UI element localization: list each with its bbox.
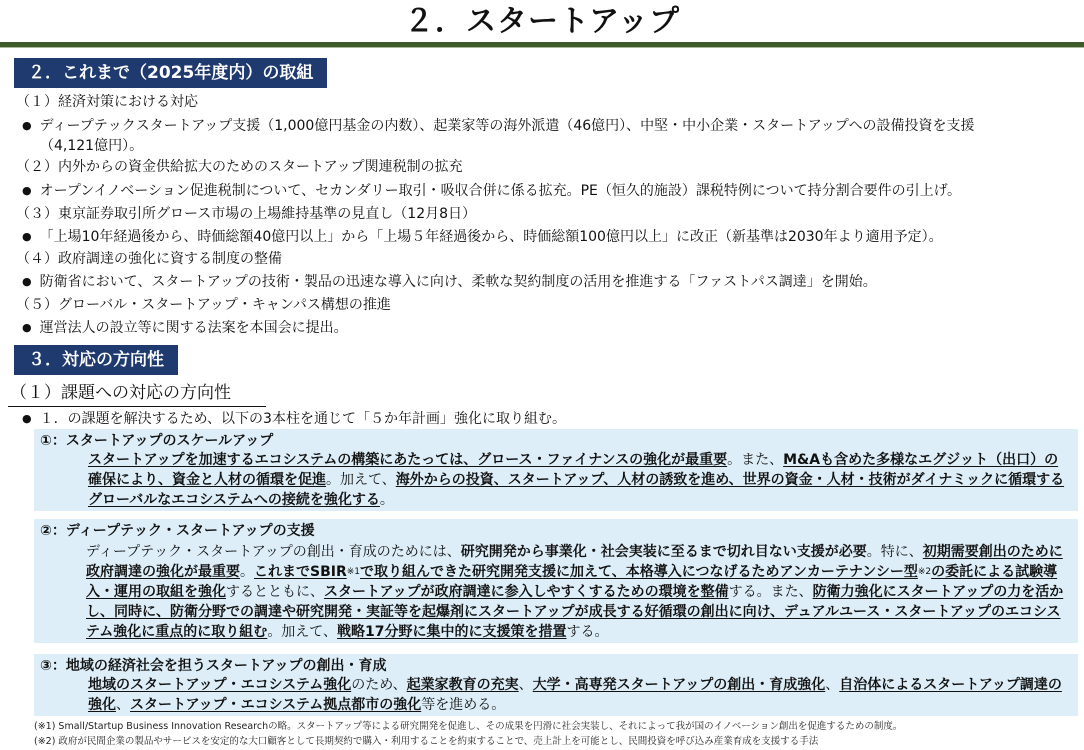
footnote-2: (※2) 政府が民間企業の製品やサービスを安定的な大口顧客として長期契約で購入・利用することを約束することで、売上計上を可能とし、民間投資を呼び込み産業育成を支援する手法	[34, 736, 819, 747]
text-segment: 。加えて、	[326, 472, 396, 488]
pillar-2-box	[34, 519, 1078, 643]
item-5-bullet: ● 運営法人の設立等に関する法案を本国会に提出。	[22, 319, 348, 338]
item-4-heading: （４）政府調達の強化に資する制度の整備	[16, 251, 282, 267]
text-segment: 海外からの投資、スタートアップ、人材の誘致を進め、世界の資金・人材・技術がダイナミックに循環するグローバルなエコシステムへの接続を強化する	[88, 472, 1065, 508]
text-segment: ディープテック・スタートアップの創出・育成のためには、	[86, 544, 461, 560]
text-segment: のため、	[351, 677, 407, 693]
pillar-3-title: ③：地域の経済社会を担うスタートアップの創出・育成	[40, 658, 387, 674]
text-segment: これまでSBIR	[254, 564, 347, 580]
text-segment: 起業家教育の充実	[406, 677, 519, 693]
text-segment: ※1	[346, 567, 361, 577]
text-segment: スタートアップ・エコシステム拠点都市の強化	[130, 697, 422, 713]
item-1-bullet-cont: （4,121億円）。	[40, 138, 144, 154]
text-segment: スタートアップを加速するエコシステムの構築にあたっては、グロース・ファイナンスの強化が最重要	[88, 452, 728, 468]
item-3-heading: （３）東京証券取引所グロース市場の上場維持基準の見直し（12月8日）	[16, 206, 477, 222]
text-segment: するとともに、	[226, 584, 324, 600]
text-segment: 。	[379, 492, 394, 508]
item-4-bullet: ● 防衛省において、スタートアップの技術・製品の迅速な導入に向け、柔軟な契約制度の活用を推進する「ファストパス調達」を開始。	[22, 273, 877, 292]
text-segment: 、	[825, 677, 840, 693]
text-segment: 防衛力強化にスタートアップの力を活かし、同時に、防衛分野での調達や研究開発・実証等を起爆剤にスタートアップが成長する好循環の創出に向け、デュアルユース・スタートアップのエコシステム強化に重点的に取り組む	[86, 584, 1064, 640]
pillar-3-box	[34, 654, 1078, 716]
page-title: ２．スタートアップ	[404, 4, 680, 39]
section-2-heading: ２．これまで（2025年度内）の取組	[14, 58, 327, 88]
text-segment: ※2	[917, 567, 932, 577]
text-segment: 。	[240, 564, 254, 580]
subheading-underline	[8, 406, 266, 407]
pillar-3-text	[88, 675, 1072, 715]
footnote-1: (※1) Small/Startup Business Innovation Researchの略。スタートアップ等による研究開発を促進し、その成果を円滑に社会実装し、それによって我が国のイノベーション創出を促進するための制度。	[34, 721, 903, 732]
text-segment: 等を進める。	[421, 697, 506, 713]
text-segment: 戦略17分野に集中的に支援策を措置	[337, 624, 567, 640]
item-2-heading: （２）内外からの資金供給拡大のためのスタートアップ関連税制の拡充	[16, 159, 463, 175]
text-segment: 。加えて、	[267, 624, 338, 640]
text-segment: スタートアップが政府調達に参入しやすくするための環境を整備	[324, 584, 729, 600]
text-segment: 、	[518, 677, 533, 693]
section-3-intro: ● １．の課題を解決するため、以下の3本柱を通じて「５か年計画」強化に取り組む。	[22, 410, 566, 429]
title-divider	[0, 42, 1084, 48]
text-segment: 初期需要創出のために政府調達の強化が最重要	[86, 544, 1063, 580]
pillar-1-text	[88, 450, 1072, 510]
text-segment: 。また、	[727, 452, 784, 468]
item-1-heading: （１）経済対策における対応	[16, 94, 198, 110]
text-segment: 地域のスタートアップ・エコシステム強化	[88, 677, 352, 693]
text-segment: 大学・高専発スタートアップの創出・育成強化	[532, 677, 826, 693]
section-3-subheading: （１）課題への対応の方向性	[10, 383, 231, 403]
text-segment: 。特に、	[866, 544, 923, 560]
item-3-bullet: ● 「上場10年経過後から、時価総額40億円以上」から「上場５年経過後から、時価総額100億円以上」に改正（新基準は2030年より適用予定）。	[22, 228, 943, 247]
text-segment: する。また、	[728, 584, 813, 600]
item-2-bullet: ● オープンイノベーション促進税制について、セカンダリー取引・吸収合併に係る拡充。PE（恒久的施設）課税特例について持分割合要件の引上げ。	[22, 182, 961, 201]
text-segment: M&Aも含めた多様なエグジット（出口）の確保により、資金と人材の循環を促進	[88, 452, 1059, 488]
item-1-bullet: ● ディープテックスタートアップ支援（1,000億円基金の内数）、起業家等の海外派遣（46億円）、中堅・中小企業・スタートアップへの設備投資を支援	[22, 117, 974, 136]
pillar-1-box	[34, 429, 1078, 511]
text-segment: する。	[566, 624, 609, 640]
pillar-1-title: ①：スタートアップのスケールアップ	[40, 433, 274, 449]
pillar-2-title: ②：ディープテック・スタートアップの支援	[40, 523, 315, 539]
pillar-2-text	[86, 542, 1072, 642]
text-segment: の委託による試験導入・運用の取組を強化	[86, 564, 1058, 600]
section-3-heading: ３．対応の方向性	[14, 345, 178, 375]
text-segment: 研究開発から事業化・社会実装に至るまで切れ目ない支援が必要	[460, 544, 867, 560]
text-segment: 、	[116, 697, 130, 713]
item-5-heading: （５）グローバル・スタートアップ・キャンパス構想の推進	[16, 297, 391, 313]
text-segment: 自治体によるスタートアップ調達の強化	[88, 677, 1062, 713]
text-segment: で取り組んできた研究開発支援に加えて、本格導入につなげるためアンカーテナンシー型	[360, 564, 918, 580]
